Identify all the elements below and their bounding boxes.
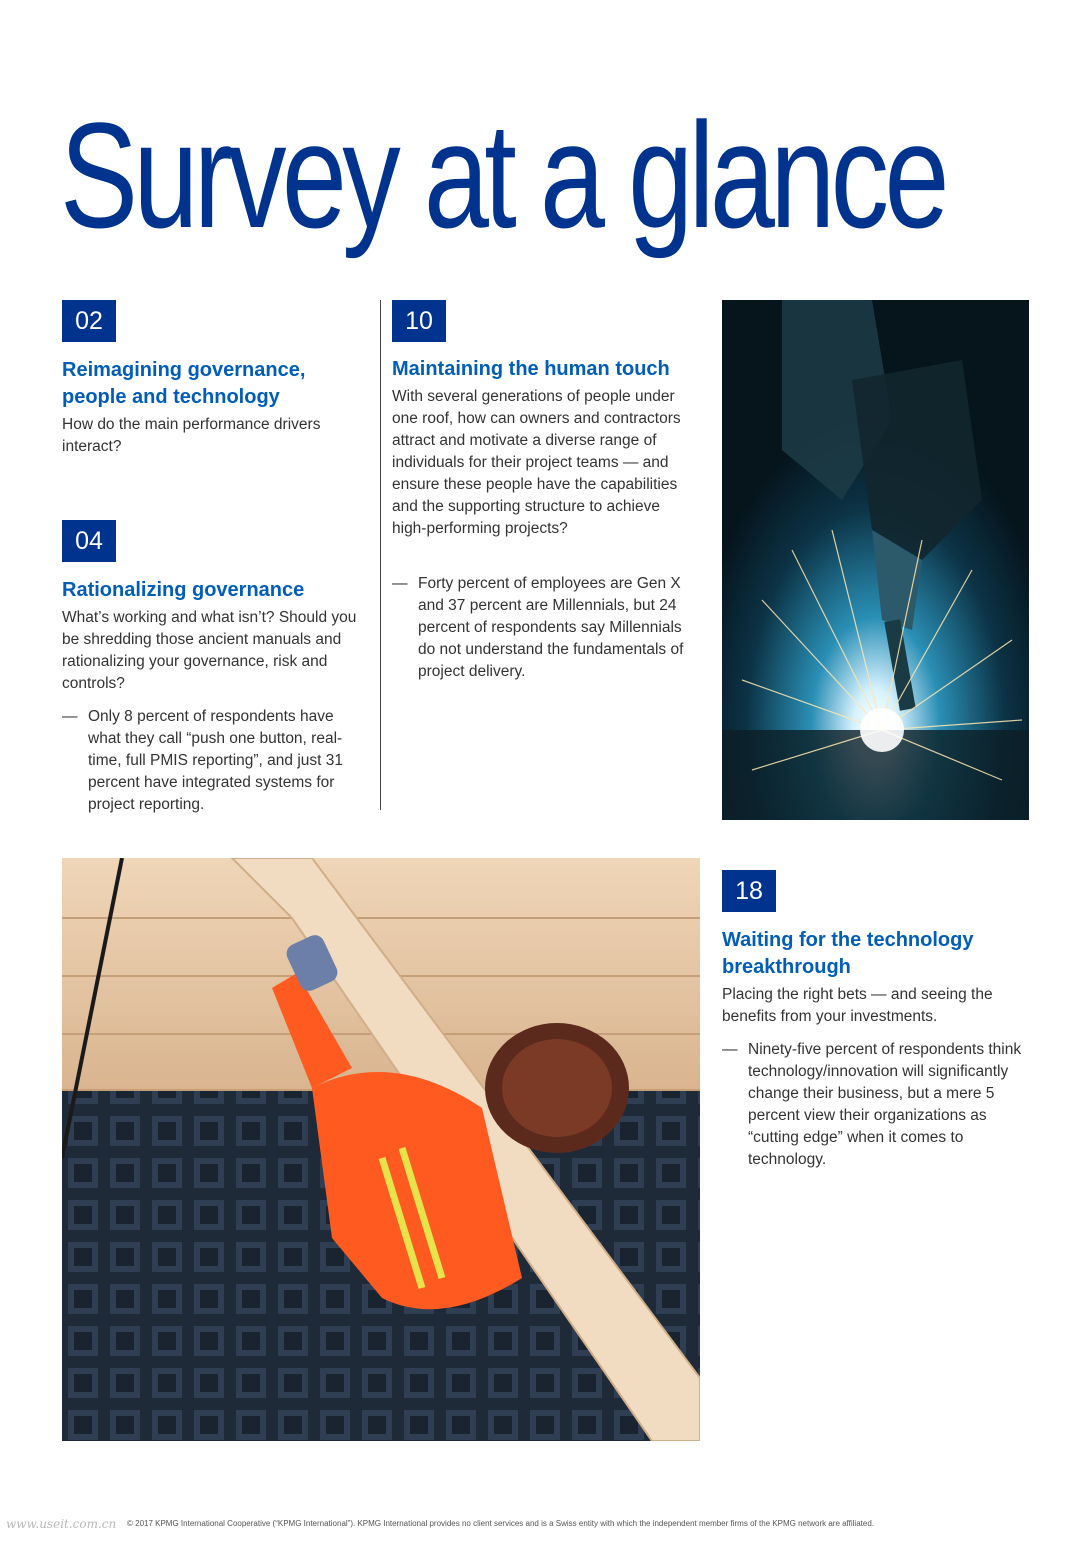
bullet-dash: —: [392, 575, 408, 592]
worker-carrying-lumber-photo: [62, 858, 700, 1441]
bullet-text: Forty percent of employees are Gen X and 37 percent are Millennials, but 24 percent of respondents say Millennials do not understand the fundamentals of project delivery.: [418, 575, 684, 680]
section-number-02: 02: [62, 300, 116, 342]
watermark: www.useit.com.cn: [6, 1517, 117, 1531]
section-bullet-04: [62, 706, 366, 816]
page-title: Survey at a glance: [60, 91, 945, 259]
section-heading-02: Reimagining governance, people and technology: [62, 359, 306, 408]
section-bullet-10: [392, 573, 688, 683]
welding-robot-photo: [722, 300, 1029, 820]
column-divider: [380, 300, 381, 810]
footer-text: © 2017 KPMG International Cooperative (“KPMG International”). KPMG International provides no client services and is a Swiss entity with which the independent member firms of the KPMG network are affiliated.: [127, 1519, 874, 1528]
worker-illustration: [62, 858, 700, 1441]
section-heading-18: Waiting for the technology breakthrough: [722, 929, 974, 978]
section-number-10: 10: [392, 300, 446, 342]
section-heading-04: Rationalizing governance: [62, 579, 305, 601]
section-body-02: How do the main performance drivers interact?: [62, 416, 321, 455]
bullet-dash: —: [722, 1041, 738, 1058]
bullet-text: Only 8 percent of respondents have what they call “push one button, real-time, full PMIS reporting”, and just 31 percent have integrated systems for project reporting.: [88, 708, 344, 813]
bullet-dash: —: [62, 708, 78, 725]
section-body-18: Placing the right bets — and seeing the benefits from your investments.: [722, 986, 993, 1025]
welding-robot-illustration: [722, 300, 1029, 820]
section-body-04: What’s working and what isn’t? Should you be shredding those ancient manuals and rationalizing your governance, risk and controls?: [62, 609, 357, 692]
section-number-04: 04: [62, 520, 116, 562]
section-number-18: 18: [722, 870, 776, 912]
section-body-10: With several generations of people under one roof, how can owners and contractors attract and motivate a diverse range of individuals for their project teams — and ensure these people have the capabilities and the supporting structure to achieve high-performing projects?: [392, 388, 681, 537]
section-heading-10: Maintaining the human touch: [392, 358, 670, 380]
bullet-text: Ninety-five percent of respondents think technology/innovation will significantly change their business, but a mere 5 percent view their organizations as “cutting edge” when it comes to technology.: [748, 1041, 1022, 1168]
section-bullet-18: [722, 1039, 1038, 1171]
